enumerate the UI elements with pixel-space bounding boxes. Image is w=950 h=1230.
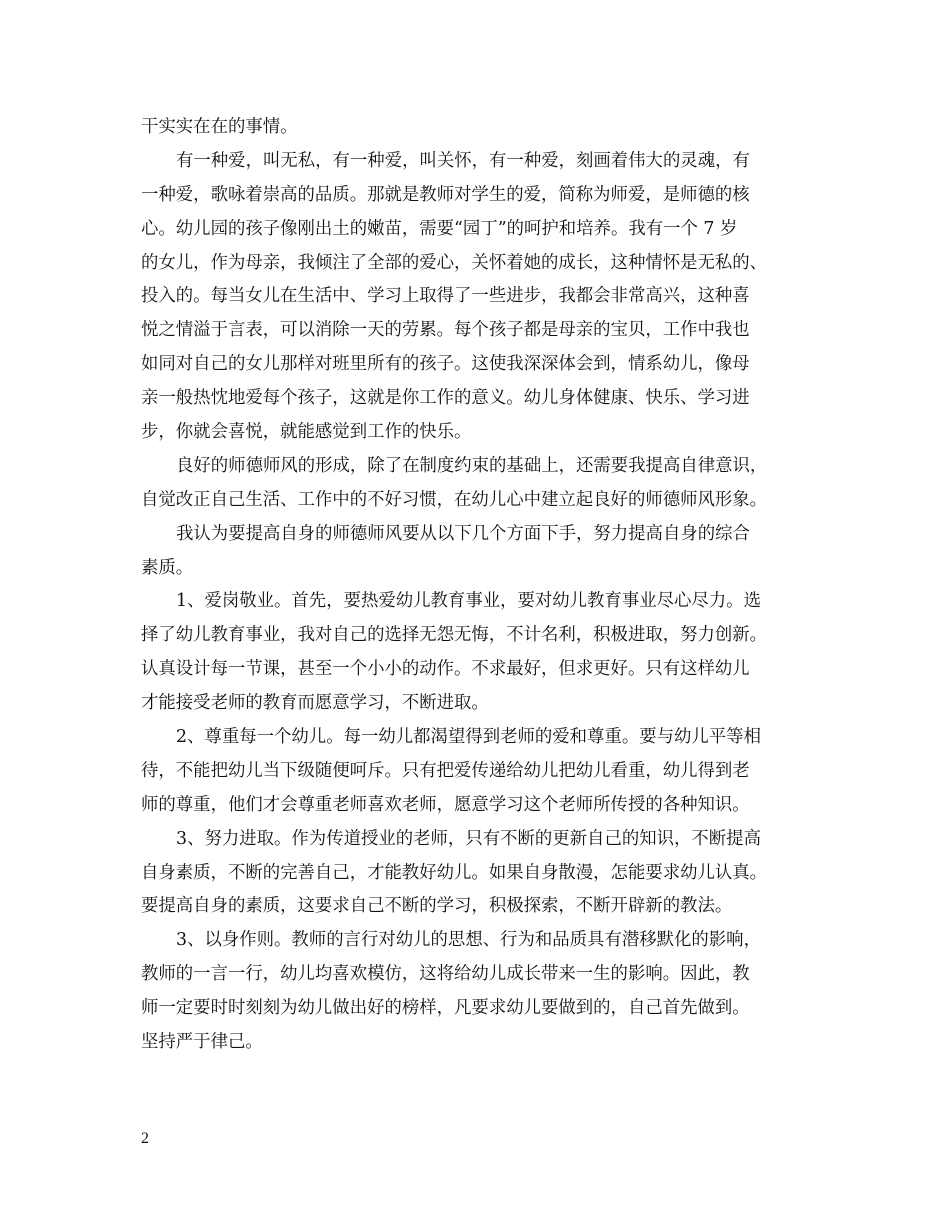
text-line: 认真设计每一节课，甚至一个小小的动作。不求最好，但求更好。只有这样幼儿 bbox=[141, 659, 750, 680]
text-line: 如同对自己的女儿那样对班里所有的孩子。这使我深深体会到，情系幼儿，像母 bbox=[141, 354, 750, 375]
page-number: 2 bbox=[141, 1130, 149, 1147]
text-line: 干实实在在的事情。 bbox=[141, 117, 298, 137]
text-line: 择了幼儿教育事业，我对自己的选择无怨无悔，不计名利，积极进取，努力创新。 bbox=[141, 625, 768, 646]
text-line: 一种爱，歌咏着崇高的品质。那就是教师对学生的爱，简称为师爱，是师德的核 bbox=[141, 184, 750, 205]
text-line: 师一定要时时刻刻为幼儿做出好的榜样，凡要求幼儿要做到的，自己首先做到。 bbox=[141, 998, 750, 1019]
text-line: 教师的一言一行，幼儿均喜欢模仿，这将给幼儿成长带来一生的影响。因此，教 bbox=[141, 964, 750, 985]
text-line: 自觉改正自己生活、工作中的不好习惯，在幼儿心中建立起良好的师德师风形象。 bbox=[141, 489, 768, 510]
text-line: 亲一般热忱地爱每个孩子，这就是你工作的意义。幼儿身体健康、快乐、学习进 bbox=[141, 388, 750, 409]
text-line: 待，不能把幼儿当下级随便呵斥。只有把爱传递给幼儿把幼儿看重，幼儿得到老 bbox=[141, 760, 750, 781]
paragraph-first-line: 良好的师德师风的形成，除了在制度约束的基础上，还需要我提高自律意识， bbox=[176, 455, 768, 476]
text-line: 悦之情溢于言表，可以消除一天的劳累。每个孩子都是母亲的宝贝，工作中我也 bbox=[141, 320, 750, 341]
paragraph-first-line: 有一种爱，叫无私，有一种爱，叫关怀，有一种爱，刻画着伟大的灵魂，有 bbox=[176, 150, 750, 171]
text-line: 素质。 bbox=[141, 557, 194, 578]
paragraph-first-line: 我认为要提高自身的师德师风要从以下几个方面下手，努力提高自身的综合 bbox=[176, 523, 750, 544]
list-item-4-first-line: 3、以身作则。教师的言行对幼儿的思想、行为和品质具有潜移默化的影响， bbox=[176, 930, 761, 951]
list-item-1-first-line: 1、爱岗敬业。首先，要热爱幼儿教育事业，要对幼儿教育事业尽心尽力。选 bbox=[176, 591, 761, 612]
document-body bbox=[141, 111, 821, 1060]
list-item-3-first-line: 3、努力进取。作为传道授业的老师，只有不断的更新自己的知识，不断提高 bbox=[176, 828, 761, 849]
text-line: 步，你就会喜悦，就能感觉到工作的快乐。 bbox=[141, 422, 472, 443]
text-line: 投入的。每当女儿在生活中、学习上取得了一些进步，我都会非常高兴，这种喜 bbox=[141, 286, 750, 307]
text-line: 心。幼儿园的孩子像刚出土的嫩苗，需要“园丁”的呵护和培养。我有一个 7 岁 bbox=[141, 218, 738, 239]
text-line: 才能接受老师的教育而愿意学习，不断进取。 bbox=[141, 693, 489, 714]
text-line: 自身素质，不断的完善自己，才能教好幼儿。如果自身散漫，怎能要求幼儿认真。 bbox=[141, 862, 768, 883]
list-item-2-first-line: 2、尊重每一个幼儿。每一幼儿都渴望得到老师的爱和尊重。要与幼儿平等相 bbox=[176, 727, 761, 748]
text-line: 师的尊重，他们才会尊重老师喜欢老师，愿意学习这个老师所传授的各种知识。 bbox=[141, 794, 750, 815]
text-line: 要提高自身的素质，这要求自己不断的学习，积极探索，不断开辟新的教法。 bbox=[141, 896, 733, 917]
text-line: 坚持严于律己。 bbox=[141, 1032, 263, 1053]
text-line: 的女儿，作为母亲，我倾注了全部的爱心，关怀着她的成长，这种情怀是无私的、 bbox=[141, 252, 768, 273]
